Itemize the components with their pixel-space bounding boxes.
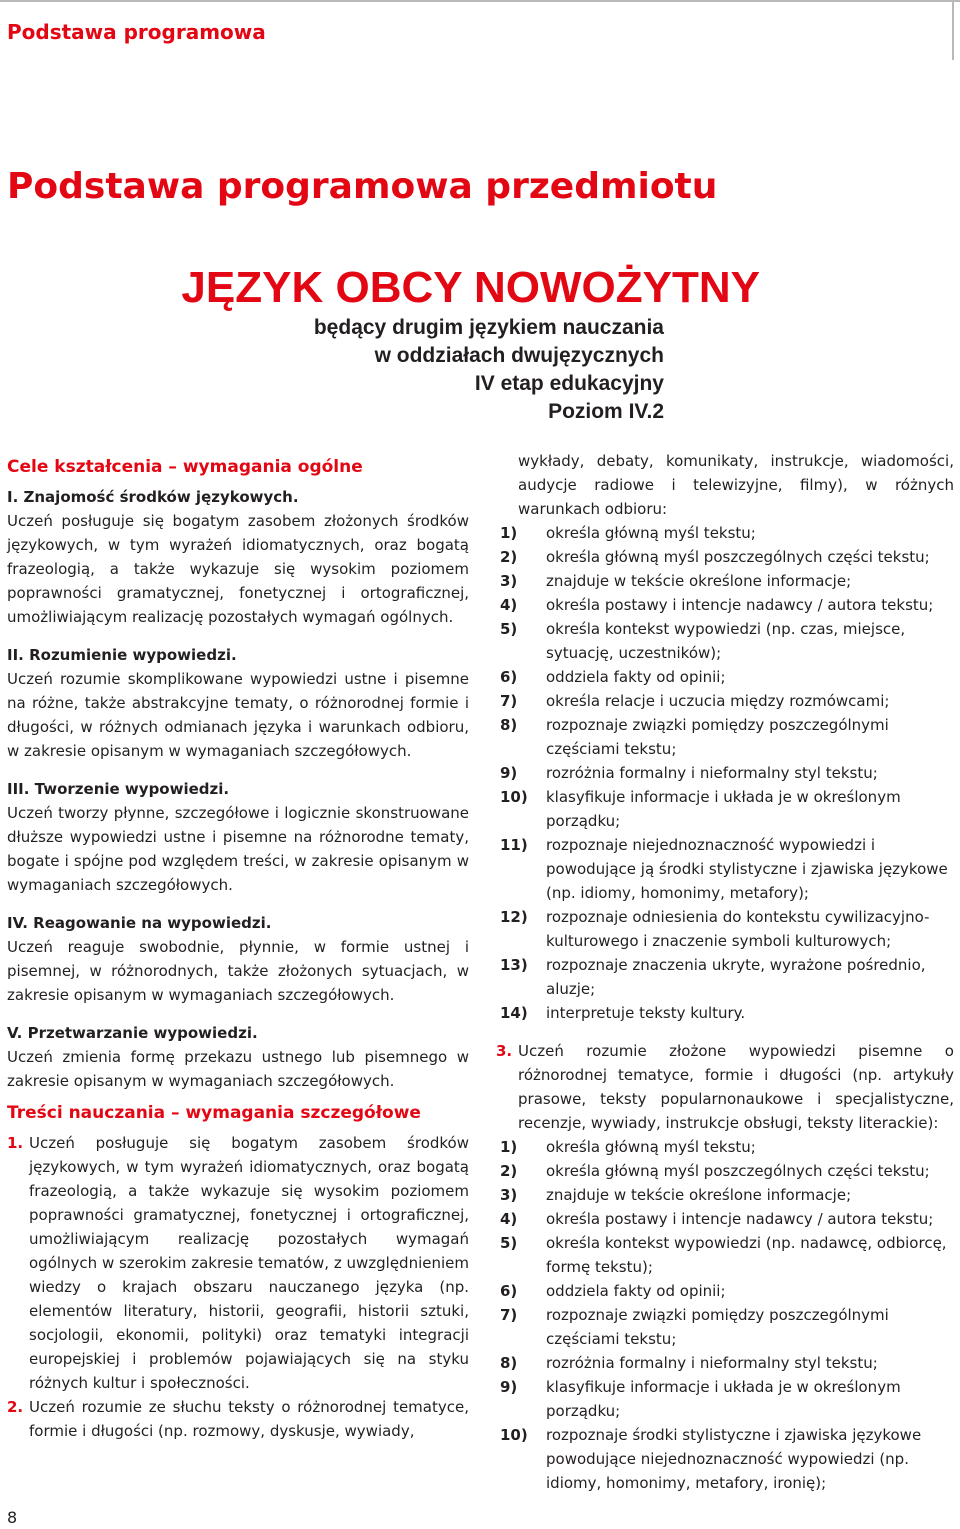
sublist-number: 9) [500,1378,518,1396]
sublist-item [496,593,954,617]
sublist-number: 5) [500,620,518,638]
sublist-text: określa główną myśl tekstu; [546,524,756,542]
sublist-text: rozróżnia formalny i nieformalny styl tekstu; [546,1354,878,1372]
sublist-item [496,905,954,953]
sublist-number: 7) [500,1306,518,1324]
sublist-text: rozpoznaje związki pomiędzy poszczególnymi częściami tekstu; [546,716,889,758]
sublist-item [496,689,954,713]
sublist-item [496,1135,954,1159]
sublist-item [496,1231,954,1279]
sublist-number: 2) [500,548,518,566]
sublist-item [496,665,954,689]
item-number: 3. [496,1042,513,1060]
section-text: Uczeń reaguje swobodnie, płynnie, w formie ustnej i pisemnej, w różnorodnych, także złożonych sytuacjach, w zakresie opisanym w wymaganiach szczegółowych. [7,938,469,1004]
sublist [496,521,954,1025]
sublist-number: 10) [500,788,528,806]
sublist-item [496,521,954,545]
item-text: Uczeń rozumie złożone wypowiedzi pisemne o różnorodnej tematyce, formie i długości (np. artykuły prasowe, teksty popularnonaukowe i specjalistyczne, recenzje, wywiady, instrukcje obsługi, teksty literackie): [518,1042,954,1132]
sublist-text: określa relacje i uczucia między rozmówcami; [546,692,890,710]
sublist-number: 14) [500,1004,528,1022]
sublist-item [496,953,954,1001]
sublist-item [496,713,954,761]
sublist-item [496,1423,954,1495]
sublist-text: rozpoznaje środki stylistyczne i zjawiska językowe powodujące niejednoznaczność wypowiedzi (np. idiomy, homonimy, metafory, ironię); [546,1426,922,1492]
sublist-text: rozróżnia formalny i nieformalny styl tekstu; [546,764,878,782]
section-title: V. Przetwarzanie wypowiedzi. [7,1024,258,1042]
sublist [496,1135,954,1495]
sublist-text: rozpoznaje niejednoznaczność wypowiedzi i powodujące ją środki stylistyczne i zjawiska językowe (np. idiomy, homonimy, metafory); [546,836,948,902]
sublist-number: 11) [500,836,528,854]
sublist-number: 1) [500,524,518,542]
sublist-text: rozpoznaje związki pomiędzy poszczególnymi częściami tekstu; [546,1306,889,1348]
sublist-text: klasyfikuje informacje i układa je w określonym porządku; [546,1378,901,1420]
general-heading: Cele kształcenia – wymagania ogólne [7,457,363,477]
sublist-text: określa postawy i intencje nadawcy / autora tekstu; [546,1210,934,1228]
sublist-item [496,1303,954,1351]
section-text: Uczeń tworzy płynne, szczegółowe i logicznie skonstruowane dłuższe wypowiedzi ustne i pisemne na różnorodne tematy, bogate i spójne pod względem treści, w zakresie opisanym w wymaganiach szczegółowych. [7,804,469,894]
list-item [7,1131,469,1395]
sublist-number: 8) [500,716,518,734]
section-text: Uczeń zmienia formę przekazu ustnego lub pisemnego w zakresie opisanym w wymaganiach szczegółowych. [7,1048,469,1090]
sublist-number: 7) [500,692,518,710]
item-text: Uczeń rozumie ze słuchu teksty o różnorodnej tematyce, formie i długości (np. rozmowy, dyskusje, wywiady, [29,1398,469,1440]
section-text: Uczeń rozumie skomplikowane wypowiedzi ustne i pisemne na różne, także abstrakcyjne tematy, o różnorodnej formie i długości, w różnych odmianach języka i warunkach odbioru, w zakresie opisanym w wymaganiach szczegółowych. [7,670,469,760]
sublist-text: oddziela fakty od opinii; [546,1282,726,1300]
sublist-text: określa postawy i intencje nadawcy / autora tekstu; [546,596,934,614]
sublist-number: 10) [500,1426,528,1444]
sublist-text: oddziela fakty od opinii; [546,668,726,686]
sublist-item [496,617,954,665]
sublist-item [496,761,954,785]
sublist-number: 8) [500,1354,518,1372]
section-title: I. Znajomość środków językowych. [7,488,299,506]
sublist-number: 12) [500,908,528,926]
left-column [7,455,469,1443]
sublist-item [496,545,954,569]
sublist-item [496,569,954,593]
sublist-number: 3) [500,1186,518,1204]
item-number: 1. [7,1134,24,1152]
sublist-text: znajduje w tekście określone informacje; [546,572,852,590]
detailed-heading: Treści nauczania – wymagania szczegółowe [7,1103,421,1123]
subject-line: IV etap edukacyjny [474,372,664,395]
header-vertical-rule [952,0,954,60]
section-title: II. Rozumienie wypowiedzi. [7,646,237,664]
subject-line: w oddziałach dwujęzycznych [374,344,664,367]
sublist-item [496,1375,954,1423]
header-rule [0,0,960,2]
item-text-continued: wykłady, debaty, komunikaty, instrukcje, wiadomości, audycje radiowe i telewizyjne, filmy), w różnych warunkach odbioru: [518,452,954,518]
sublist-number: 6) [500,1282,518,1300]
sublist-number: 3) [500,572,518,590]
item-number: 2. [7,1398,24,1416]
sublist-text: klasyfikuje informacje i układa je w określonym porządku; [546,788,901,830]
sublist-number: 13) [500,956,528,974]
right-column [496,449,954,1495]
sublist-item [496,1207,954,1231]
subject-title: JĘZYK OBCY NOWOŻYTNY [181,263,760,312]
section-title: IV. Reagowanie na wypowiedzi. [7,914,272,932]
sublist-number: 4) [500,1210,518,1228]
running-header: Podstawa programowa [7,20,266,44]
sublist-number: 6) [500,668,518,686]
sublist-item [496,1351,954,1375]
list-item [7,1395,469,1443]
sublist-text: określa główną myśl poszczególnych części tekstu; [546,1162,930,1180]
sublist-item [496,785,954,833]
sublist-text: znajduje w tekście określone informacje; [546,1186,852,1204]
subject-line: Poziom IV.2 [548,400,664,423]
sublist-text: określa główną myśl poszczególnych części tekstu; [546,548,930,566]
sublist-number: 5) [500,1234,518,1252]
sublist-text: określa kontekst wypowiedzi (np. czas, miejsce, sytuację, uczestników); [546,620,906,662]
subject-block [150,262,760,426]
subject-line: będący drugim językiem nauczania [313,316,664,339]
sublist-text: określa kontekst wypowiedzi (np. nadawcę, odbiorcę, formę tekstu); [546,1234,947,1276]
sublist-item [496,1183,954,1207]
sublist-text: określa główną myśl tekstu; [546,1138,756,1156]
item-text: Uczeń posługuje się bogatym zasobem środków językowych, w tym wyrażeń idiomatycznych, oraz bogatą frazeologią, a także wykazuje się wysokim poziomem poprawności gramatycznej, fonetycznej i ortograficznej, umożliwiającym realizację pozostałych wymagań ogólnych w szerokim zakresie tematów, z uwzględnieniem wiedzy o krajach obszaru nauczanego języka (np. elementów literatury, historii, geografii, historii sztuki, socjologii, ekonomii, polityki) oraz tematyki integracji europejskiej i problemów pojawiających się na styku różnych kultur i społeczności. [29,1134,469,1392]
sublist-number: 4) [500,596,518,614]
sublist-number: 2) [500,1162,518,1180]
sublist-item [496,1159,954,1183]
sublist-item [496,833,954,905]
sublist-number: 9) [500,764,518,782]
sublist-item [496,1001,954,1025]
section-text: Uczeń posługuje się bogatym zasobem złożonych środków językowych, w tym wyrażeń idiomatycznych, oraz bogatą frazeologią, a także wykazuje się wysokim poziomem poprawności gramatycznej, fonetycznej i ortograficznej, umożliwiającym realizację pozostałych wymagań ogólnych. [7,512,469,626]
page-title: Podstawa programowa przedmiotu [7,166,718,207]
sublist-text: rozpoznaje znaczenia ukryte, wyrażone pośrednio, aluzje; [546,956,926,998]
sublist-number: 1) [500,1138,518,1156]
sublist-text: rozpoznaje odniesienia do kontekstu cywilizacyjno-kulturowego i znaczenie symboli kulturowych; [546,908,930,950]
sublist-item [496,1279,954,1303]
section-title: III. Tworzenie wypowiedzi. [7,780,230,798]
sublist-text: interpretuje teksty kultury. [546,1004,746,1022]
list-item [496,1039,954,1135]
page-number: 8 [7,1508,18,1527]
